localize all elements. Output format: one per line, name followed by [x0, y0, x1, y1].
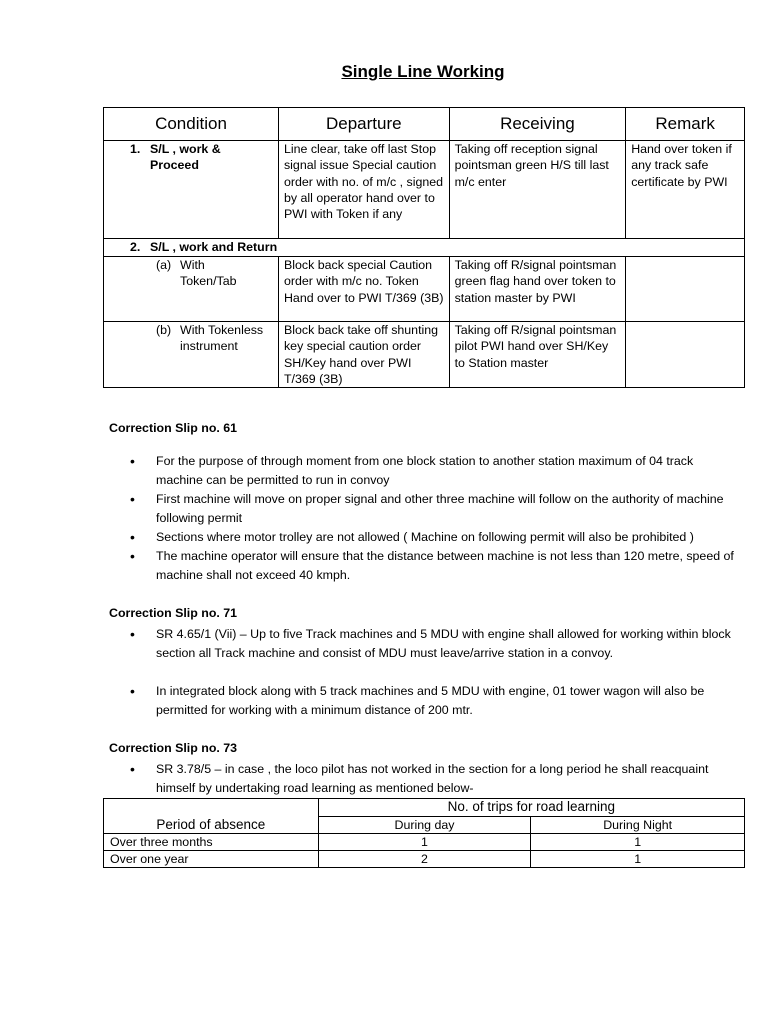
remark-cell: [626, 257, 745, 322]
sub-letter: (b): [156, 323, 172, 337]
receiving-cell: Taking off R/signal pointsman pilot PWI hand over SH/Key to Station master: [449, 322, 626, 388]
table-row: [104, 851, 745, 868]
condition-cell: [104, 257, 279, 322]
list-item: • In integrated block along with 5 track machines and 5 MDU with engine, 01 tower wagon will also be permitted for working with a minimum distance of 200 mtr.: [130, 682, 740, 720]
row-number: 2.: [130, 240, 141, 254]
slip-61-list: [130, 452, 740, 585]
condition-text: With Tokenless instrument: [180, 323, 264, 354]
header-during-night: During Night: [531, 817, 745, 834]
night-cell: 1: [531, 851, 745, 868]
list-item: • Sections where motor trolley are not allowed ( Machine on following permit will also be prohibited ): [130, 528, 740, 547]
list-item: • The machine operator will ensure that the distance between machine is not less than 120 metre, speed of machine shall not exceed 40 kmph.: [130, 547, 740, 585]
list-item: • For the purpose of through moment from one block station to another station maximum of 04 track machine can be permitted to run in convoy: [130, 452, 740, 490]
slip-71-heading: Correction Slip no. 71: [109, 606, 238, 620]
condition-cell: [104, 141, 279, 239]
table-header-row: [104, 799, 745, 817]
night-cell: 1: [531, 834, 745, 851]
slip-73-heading: Correction Slip no. 73: [109, 741, 238, 755]
condition-cell: [104, 322, 279, 388]
day-cell: 2: [318, 851, 531, 868]
remark-cell: Hand over token if any track safe certificate by PWI: [626, 141, 745, 239]
receiving-cell: Taking off R/signal pointsman green flag hand over token to station master by PWI: [449, 257, 626, 322]
header-during-day: During day: [318, 817, 531, 834]
condition-cell: [104, 239, 745, 257]
table-header-row: [104, 108, 745, 141]
header-trips: No. of trips for road learning: [318, 799, 744, 817]
receiving-cell: Taking off reception signal pointsman green H/S till last m/c enter: [449, 141, 626, 239]
day-cell: 1: [318, 834, 531, 851]
remark-cell: [626, 322, 745, 388]
road-learning-table: [103, 798, 745, 868]
list-item: • First machine will move on proper signal and other three machine will follow on the authority of machine following permit: [130, 490, 740, 528]
period-cell: Over one year: [104, 851, 319, 868]
header-period: Period of absence: [104, 799, 319, 834]
table-row: [104, 257, 745, 322]
departure-cell: Block back special Caution order with m/c no. Token Hand over to PWI T/369 (3B): [278, 257, 449, 322]
table-row: [104, 834, 745, 851]
page-title: Single Line Working: [341, 62, 505, 81]
header-departure: Departure: [278, 108, 449, 141]
list-item: • SR 4.65/1 (Vii) – Up to five Track machines and 5 MDU with engine shall allowed for working within block section all Track machine and consist of MDU must leave/arrive station in a convoy.: [130, 625, 740, 663]
table-row: [104, 239, 745, 257]
single-line-working-table: [103, 107, 745, 388]
row-number: 1.: [130, 142, 141, 156]
slip-71-list: [130, 625, 740, 720]
period-cell: Over three months: [104, 834, 319, 851]
table-row: [104, 322, 745, 388]
header-remark: Remark: [626, 108, 745, 141]
departure-cell: Block back take off shunting key special caution order SH/Key hand over PWI T/369 (3B): [278, 322, 449, 388]
list-item: • SR 3.78/5 – in case , the loco pilot has not worked in the section for a long period he shall reacquaint himself by undertaking road learning as mentioned below-: [130, 760, 740, 798]
slip-73-list: [130, 760, 740, 798]
condition-text: S/L , work and Return: [150, 240, 278, 254]
condition-text: With Token/Tab: [180, 258, 237, 289]
sub-letter: (a): [156, 258, 172, 272]
departure-cell: Line clear, take off last Stop signal issue Special caution order with no. of m/c , signed by all operator hand over to PWI with Token if any: [278, 141, 449, 239]
table-row: [104, 141, 745, 239]
header-receiving: Receiving: [449, 108, 626, 141]
condition-text: S/L , work & Proceed: [150, 142, 221, 173]
slip-61-heading: Correction Slip no. 61: [109, 421, 238, 435]
header-condition: Condition: [104, 108, 279, 141]
